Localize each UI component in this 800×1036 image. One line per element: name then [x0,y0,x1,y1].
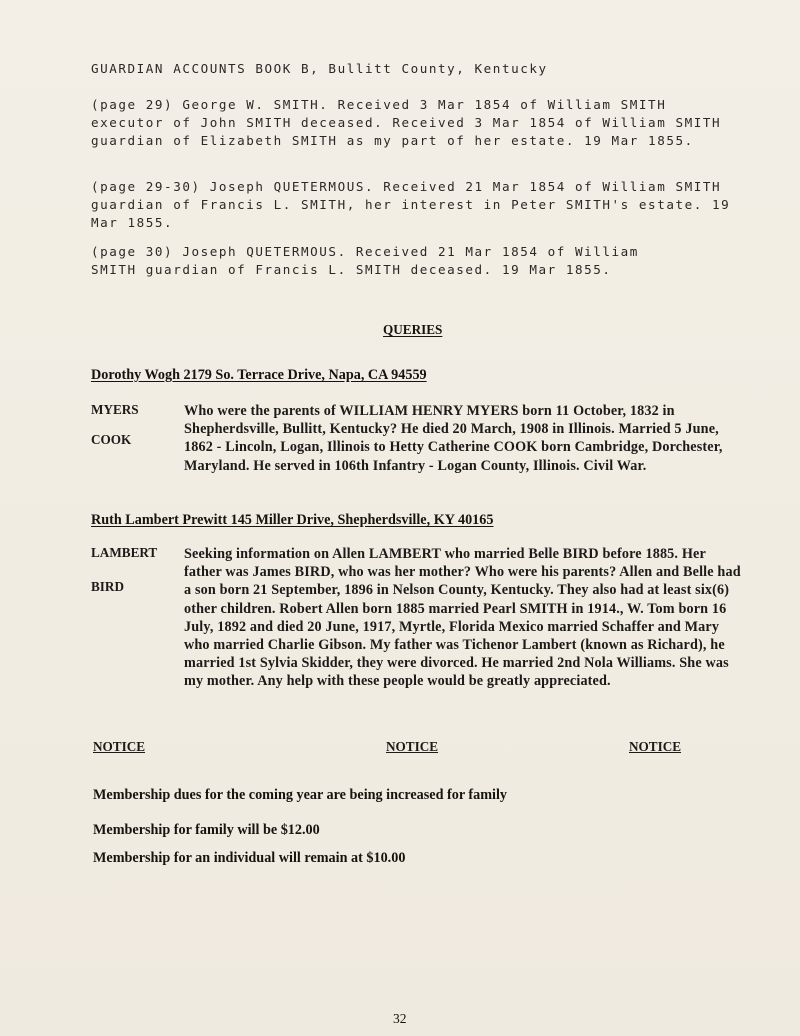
page-header: GUARDIAN ACCOUNTS BOOK B, Bullitt County, Kentucky [91,61,548,76]
query-2-contact: Ruth Lambert Prewitt 145 Miller Drive, Shepherdsville, KY 40165 [91,512,494,528]
query-1-contact: Dorothy Wogh 2179 So. Terrace Drive, Napa, CA 94559 [91,367,427,383]
queries-heading: QUERIES [383,322,443,337]
query-2-surname-1: LAMBERT [91,545,158,560]
notice-label-center: NOTICE [386,739,439,754]
membership-line-2: Membership for family will be $12.00 [93,822,320,838]
membership-line-1: Membership dues for the coming year are being increased for family [93,787,508,803]
query-1-text: Who were the parents of WILLIAM HENRY MYERS born 11 October, 1832 in Shepherdsville, Bullitt, Kentucky? He died 20 March, 1908 in Illinois. Married 5 June, 1862 - Lincoln, Logan, Illinois to Hetty Catherine COOK born Cambridge, Dorchester, Maryland. He served in 106th Infantry - Logan County, Illinois. Civil War. [184,403,723,474]
entry-page-29: (page 29) George W. SMITH. Received 3 Mar 1854 of William SMITH executor of John SMITH deceased. Received 3 Mar 1854 of William SMITH guardian of Elizabeth SMITH as my part of her estate. 19 Mar 1855. [91,97,722,148]
notice-label-right: NOTICE [629,739,682,754]
query-1 [91,402,751,492]
query-1-surname-1: MYERS [91,402,139,417]
membership-line-3: Membership for an individual will remain at $10.00 [93,850,406,866]
notice-label-left: NOTICE [93,739,146,754]
query-2 [91,545,751,715]
page-number: 32 [393,1011,407,1026]
entry-page-30: (page 30) Joseph QUETERMOUS. Received 21 Mar 1854 of William SMITH guardian of Francis L. SMITH deceased. 19 Mar 1855. [91,244,639,277]
query-2-text: Seeking information on Allen LAMBERT who married Belle BIRD before 1885. Her father was James BIRD, who was her mother? Who were his parents? Allen and Belle had a son born 21 September, 1896 in Nelson County, Kentucky. They also had at least six(6) other children. Robert Allen born 1885 married Pearl SMITH in 1914., W. Tom born 16 July, 1892 and died 20 June, 1917, Myrtle, Florida Mexico married Schaffer and Mary who married Charlie Gibson. My father was Tichenor Lambert (known as Richard), he married 1st Sylvia Skidder, they were divorced. He married 2nd Nola Williams. She was my mother. Any help with these people would be greatly appreciated. [184,546,741,690]
entry-page-29-30: (page 29-30) Joseph QUETERMOUS. Received 21 Mar 1854 of William SMITH guardian of Francis L. SMITH, her interest in Peter SMITH's estate. 19 Mar 1855. [91,179,731,230]
notice-row [91,739,691,759]
query-2-surname-2: BIRD [91,579,124,594]
query-1-surname-2: COOK [91,432,132,447]
